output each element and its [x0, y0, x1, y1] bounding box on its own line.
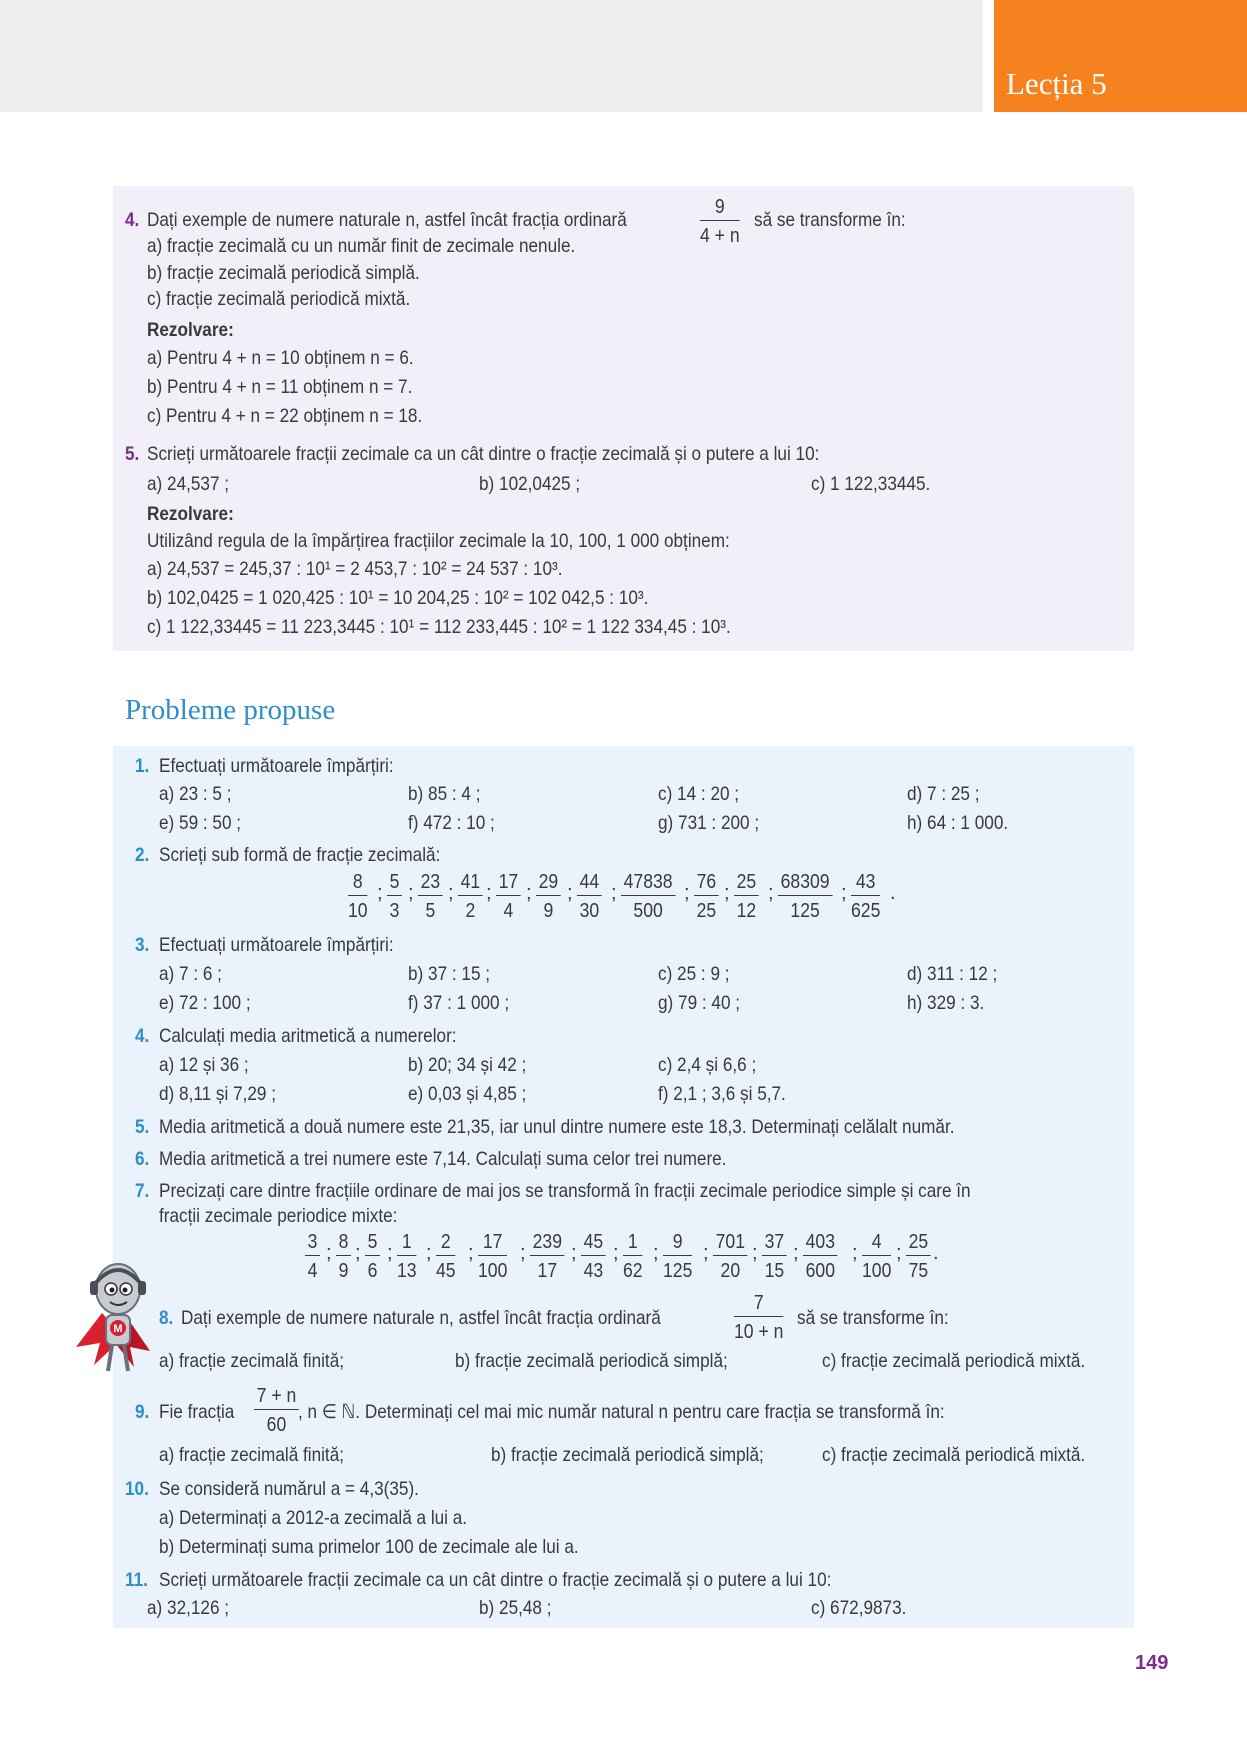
separator: ;	[520, 1242, 526, 1264]
list-item: g) 731 : 200 ;	[658, 812, 760, 834]
fraction: $\frac{4}{100}$	[862, 1231, 892, 1282]
fraction: $\frac{7 + n}{60}$	[254, 1384, 299, 1437]
separator: ;	[752, 1242, 758, 1264]
separator: ;	[567, 882, 573, 904]
problem-number: 2.	[135, 844, 150, 866]
list-item: c) 14 : 20 ;	[658, 783, 740, 805]
separator: ;	[387, 1242, 393, 1264]
fraction: $\frac{8}{9}$	[336, 1230, 351, 1283]
fraction: $\frac{37}{15}$	[762, 1230, 787, 1283]
problem-text: Precizați care dintre fracțiile ordinare de mai jos se transformă în fracții zecimale periodice simple și care în	[159, 1180, 971, 1202]
separator: ;	[703, 1242, 709, 1264]
list-item: d) 8,11 și 7,29 ;	[159, 1083, 277, 1105]
exercise-text: să se transforme în:	[754, 209, 906, 231]
solution-line: c) 1 122,33445 = 11 223,3445 : 10¹ = 112 233,445 : 10² = 1 122 334,45 : 10³.	[147, 616, 731, 638]
list-item: b) 85 : 4 ;	[408, 783, 481, 805]
problem-text: Fie fracția	[159, 1401, 235, 1423]
list-item: b) 25,48 ;	[479, 1597, 552, 1619]
list-item: d) 311 : 12 ;	[907, 963, 998, 985]
separator: ;	[526, 882, 532, 904]
fraction: $\frac{25}{12}$	[734, 870, 759, 923]
solution-intro: Utilizând regula de la împărțirea fracțiilor zecimale la 10, 100, 1 000 obținem:	[147, 530, 730, 552]
separator: ;	[684, 882, 690, 904]
problem-number: 6.	[135, 1148, 150, 1170]
separator: ;	[326, 1242, 332, 1264]
separator: ;	[613, 1242, 619, 1264]
problem-number: 4.	[135, 1025, 150, 1047]
list-item: f) 37 : 1 000 ;	[408, 992, 510, 1014]
fraction: $\frac{1}{62}$	[623, 1231, 643, 1282]
period: .	[890, 882, 896, 904]
problem-text: Se consideră numărul a = 4,3(35).	[159, 1478, 419, 1500]
solution-line: a) Pentru 4 + n = 10 obținem n = 6.	[147, 347, 414, 369]
problem-text: Calculați media aritmetică a numerelor:	[159, 1025, 457, 1047]
separator: ;	[724, 882, 730, 904]
list-item: c) 25 : 9 ;	[658, 963, 730, 985]
list-item: a) 24,537 ;	[147, 473, 230, 495]
problem-number: 11.	[125, 1569, 148, 1591]
list-item: a) Determinați a 2012-a zecimală a lui a.	[159, 1507, 468, 1529]
separator: ;	[486, 882, 492, 904]
fraction: $\frac{7}{10 + n}$	[734, 1292, 784, 1343]
solution-line: a) 24,537 = 245,37 : 10¹ = 2 453,7 : 10² = 24 537 : 10³.	[147, 558, 563, 580]
list-item: b) fracție zecimală periodică simplă.	[147, 262, 420, 284]
svg-text:M: M	[113, 1323, 123, 1335]
problem-text: Scrieți sub formă de fracție zecimală:	[159, 844, 441, 866]
lesson-tab-label: Lecția 5	[1006, 66, 1107, 101]
solution-label: Rezolvare:	[147, 503, 234, 525]
fraction: $\frac{701}{20}$	[713, 1230, 748, 1283]
separator: ;	[377, 882, 383, 904]
list-item: c) fracție zecimală periodică mixtă.	[822, 1350, 1086, 1372]
problem-text: , n ∈ ℕ. Determinați cel mai mic număr natural n pentru care fracția se transformă în:	[298, 1401, 945, 1423]
list-item: a) fracție zecimală finită;	[159, 1350, 345, 1372]
fraction: $\frac{9}{4 + n}$	[700, 196, 740, 247]
list-item: b) fracție zecimală periodică simplă;	[455, 1350, 728, 1372]
list-item: a) fracție zecimală cu un număr finit de zecimale nenule.	[147, 235, 576, 257]
problem-number: 9.	[135, 1401, 150, 1423]
solution-line: b) Pentru 4 + n = 11 obținem n = 7.	[147, 376, 413, 398]
list-item: b) fracție zecimală periodică simplă;	[491, 1444, 764, 1466]
header-bar	[0, 0, 983, 112]
fraction: $\frac{5}{3}$	[387, 870, 402, 923]
problem-text: Efectuați următoarele împărțiri:	[159, 934, 394, 956]
problem-text: Scrieți următoarele fracții zecimale ca un cât dintre o fracție zecimală și o putere a lui 10:	[159, 1569, 832, 1591]
fraction: $\frac{44}{30}$	[577, 870, 602, 923]
list-item: a) fracție zecimală finită;	[159, 1444, 345, 1466]
separator: ;	[793, 1242, 799, 1264]
problem-number: 7.	[135, 1180, 150, 1202]
list-item: c) 672,9873.	[811, 1597, 907, 1619]
exercise-text: Scrieți următoarele fracții zecimale ca un cât dintre o fracție zecimală și o putere a lui 10:	[147, 443, 820, 465]
exercise-number: 5.	[125, 443, 140, 465]
problem-number: 5.	[135, 1116, 150, 1138]
list-item: c) fracție zecimală periodică mixtă.	[822, 1444, 1086, 1466]
separator: ;	[611, 882, 617, 904]
fraction: $\frac{9}{125}$	[663, 1231, 693, 1282]
fraction: $\frac{8}{10}$	[348, 871, 368, 922]
problem-text: Media aritmetică a două numere este 21,35, iar unul dintre numere este 18,3. Determinați celălalt număr.	[159, 1116, 955, 1138]
period: .	[933, 1242, 939, 1264]
fraction: $\frac{1}{13}$	[397, 1231, 417, 1282]
separator: ;	[408, 882, 414, 904]
fraction: $\frac{23}{5}$	[418, 870, 443, 923]
mascot-icon	[72, 1255, 164, 1377]
fraction: $\frac{17}{100}$	[478, 1231, 508, 1282]
fraction: $\frac{76}{25}$	[694, 870, 719, 923]
fraction: $\frac{3}{4}$	[305, 1230, 320, 1283]
problem-text: Dați exemple de numere naturale n, astfel încât fracția ordinară	[181, 1307, 661, 1329]
list-item: c) 2,4 și 6,6 ;	[658, 1054, 757, 1076]
list-item: b) 102,0425 ;	[479, 473, 581, 495]
fraction: $\frac{45}{43}$	[581, 1230, 606, 1283]
exercise-number: 4.	[125, 209, 140, 231]
exercise-text: Dați exemple de numere naturale n, astfel încât fracția ordinară	[147, 209, 627, 231]
fraction: $\frac{68309}{125}$	[778, 870, 832, 923]
lesson-tab	[994, 0, 1247, 112]
problem-text: fracții zecimale periodice mixte:	[159, 1205, 398, 1227]
separator: ;	[355, 1242, 361, 1264]
problem-number: 1.	[135, 755, 150, 777]
fraction: $\frac{43}{625}$	[851, 871, 881, 922]
fraction: $\frac{29}{9}$	[536, 870, 561, 923]
list-item: c) 1 122,33445.	[811, 473, 931, 495]
list-item: h) 329 : 3.	[907, 992, 985, 1014]
list-item: e) 0,03 și 4,85 ;	[408, 1083, 527, 1105]
separator: ;	[426, 1242, 432, 1264]
list-item: e) 72 : 100 ;	[159, 992, 251, 1014]
list-item: e) 59 : 50 ;	[159, 812, 242, 834]
list-item: f) 2,1 ; 3,6 și 5,7.	[658, 1083, 786, 1105]
solution-line: b) 102,0425 = 1 020,425 : 10¹ = 10 204,25 : 10² = 102 042,5 : 10³.	[147, 587, 649, 609]
problem-text: să se transforme în:	[797, 1307, 949, 1329]
separator: ;	[768, 882, 774, 904]
problem-number: 3.	[135, 934, 150, 956]
list-item: f) 472 : 10 ;	[408, 812, 495, 834]
fraction: $\frac{17}{4}$	[496, 870, 521, 923]
problem-number: 8.	[159, 1307, 174, 1329]
separator: ;	[571, 1242, 577, 1264]
list-item: h) 64 : 1 000.	[907, 812, 1009, 834]
list-item: d) 7 : 25 ;	[907, 783, 980, 805]
separator: ;	[653, 1242, 659, 1264]
list-item: a) 7 : 6 ;	[159, 963, 222, 985]
section-heading: Probleme propuse	[125, 694, 336, 726]
separator: ;	[896, 1242, 902, 1264]
separator: ;	[448, 882, 454, 904]
separator: ;	[468, 1242, 474, 1264]
list-item: b) Determinați suma primelor 100 de zecimale ale lui a.	[159, 1536, 579, 1558]
separator: ;	[852, 1242, 858, 1264]
solution-line: c) Pentru 4 + n = 22 obținem n = 18.	[147, 405, 423, 427]
separator: ;	[841, 882, 847, 904]
problem-text: Media aritmetică a trei numere este 7,14. Calculați suma celor trei numere.	[159, 1148, 727, 1170]
page-number: 149	[1135, 1652, 1169, 1674]
list-item: g) 79 : 40 ;	[658, 992, 741, 1014]
fraction: $\frac{2}{45}$	[436, 1231, 456, 1282]
fraction: $\frac{5}{6}$	[365, 1230, 380, 1283]
list-item: a) 32,126 ;	[147, 1597, 230, 1619]
fraction: $\frac{25}{75}$	[906, 1230, 931, 1283]
list-item: b) 37 : 15 ;	[408, 963, 491, 985]
problem-number: 10.	[125, 1478, 149, 1500]
fraction: $\frac{47838}{500}$	[621, 870, 675, 923]
fraction: $\frac{41}{2}$	[458, 870, 483, 923]
list-item: a) 23 : 5 ;	[159, 783, 232, 805]
list-item: c) fracție zecimală periodică mixtă.	[147, 288, 411, 310]
fraction: $\frac{239}{17}$	[530, 1230, 565, 1283]
solution-label: Rezolvare:	[147, 319, 234, 341]
problem-text: Efectuați următoarele împărțiri:	[159, 755, 394, 777]
list-item: a) 12 și 36 ;	[159, 1054, 249, 1076]
fraction: $\frac{403}{600}$	[803, 1230, 838, 1283]
list-item: b) 20; 34 și 42 ;	[408, 1054, 527, 1076]
